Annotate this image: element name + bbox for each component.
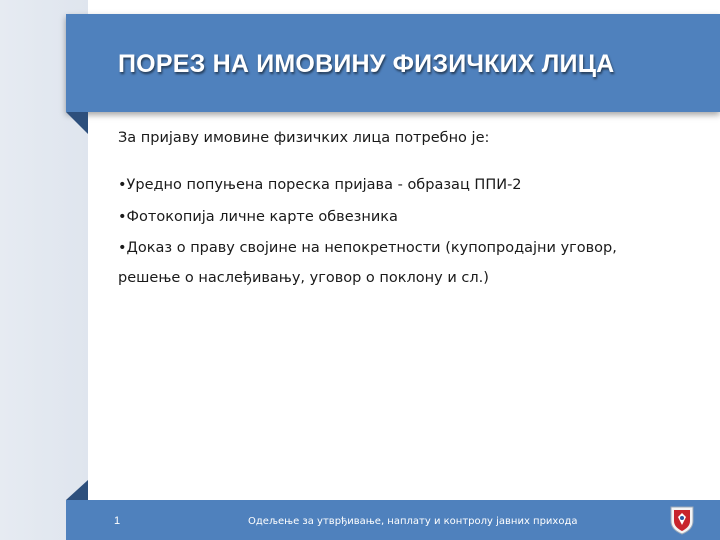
footer-banner-fold bbox=[66, 480, 88, 500]
title-banner-fold bbox=[66, 112, 88, 134]
slide-content bbox=[118, 128, 658, 305]
bullet-item: •Фотокопија личне карте обвезника bbox=[118, 209, 398, 225]
page-number: 1 bbox=[114, 515, 121, 527]
bullet-item: •Доказ о праву својине на непокретности (купопродајни уговор, решење о наслеђивању, уговор о поклону и сл.) bbox=[118, 240, 617, 286]
coat-of-arms-icon bbox=[669, 505, 695, 535]
slide-title: ПОРЕЗ НА ИМОВИНУ ФИЗИЧКИХ ЛИЦА bbox=[118, 50, 615, 78]
footer-department-text: Одељење за утврђивање, наплату и контролу јавних прихода bbox=[248, 516, 578, 527]
bullet-item: •Уредно попуњена пореска пријава - образац ППИ-2 bbox=[118, 177, 522, 193]
intro-text: За пријаву имовине физичких лица потребно је: bbox=[118, 130, 490, 146]
